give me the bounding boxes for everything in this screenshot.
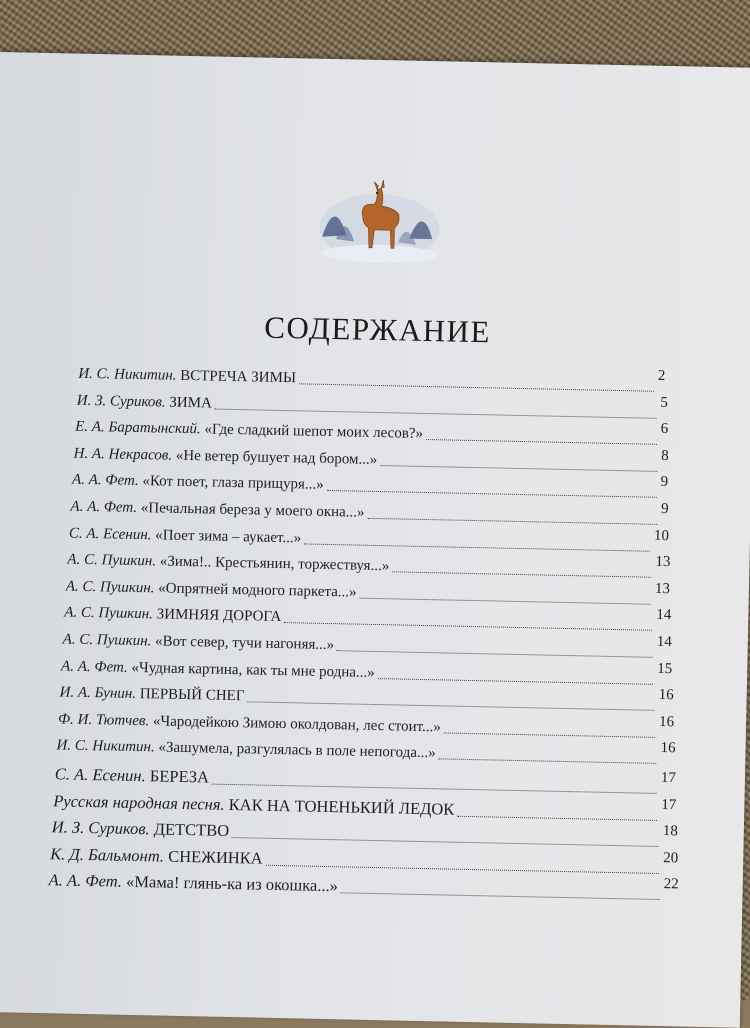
toc-page-number: 2 <box>657 367 666 385</box>
toc-page-number: 10 <box>653 527 670 544</box>
toc-page-number: 14 <box>656 633 672 651</box>
toc-entry <box>64 605 671 635</box>
toc-title: СНЕЖИНКА <box>167 846 263 868</box>
toc-leader-dots <box>426 438 657 445</box>
toc-leader-dots <box>378 677 653 685</box>
toc-title: «Чародейкою Зимою околдован, лес стоит...» <box>152 713 441 736</box>
toc-page-number: 18 <box>662 823 678 840</box>
toc-page-number: 20 <box>663 849 679 867</box>
toc-page-number: 16 <box>658 713 675 731</box>
toc-title: ДЕТСТВО <box>153 819 230 841</box>
toc-leader-dots <box>215 407 656 418</box>
toc-leader-dots <box>337 649 653 658</box>
toc-author: И. З. Суриков. <box>76 392 166 411</box>
toc-entry <box>61 658 672 688</box>
toc-leader-dots <box>457 814 657 820</box>
toc-author: А. А. Фет. <box>60 658 128 676</box>
toc-leader-dots <box>380 464 657 472</box>
toc-leader-dots <box>266 864 659 874</box>
toc-page-number: 8 <box>661 447 669 464</box>
toc-page-number: 9 <box>660 474 669 491</box>
toc-page-number: 13 <box>655 554 671 571</box>
toc-entry <box>77 392 668 421</box>
toc-entry <box>69 525 669 555</box>
toc-leader-dots <box>284 621 652 631</box>
toc-author: И. З. Суриков. <box>51 817 150 839</box>
toc-author: И. А. Бунин. <box>59 684 137 703</box>
table-of-contents <box>0 52 750 1028</box>
toc-author: Русская народная песня. <box>53 790 225 814</box>
toc-entry <box>48 871 678 904</box>
toc-author: А. А. Фет. <box>71 471 139 490</box>
toc-author: Ф. И. Тютчев. <box>57 711 150 730</box>
toc-title: КАК НА ТОНЕНЬКИЙ ЛЕДОК <box>228 794 455 819</box>
toc-author: А. С. Пушкин. <box>64 604 154 623</box>
toc-page-number: 9 <box>660 500 669 518</box>
toc-title: БЕРЕЗА <box>149 766 210 787</box>
toc-title: «Не ветер бушует над бором...» <box>175 447 378 468</box>
toc-author: К. Д. Бальмонт. <box>50 844 165 866</box>
toc-author: А. С. Пушкин. <box>62 631 152 650</box>
toc-entry <box>72 472 668 501</box>
toc-leader-dots <box>360 596 651 604</box>
toc-page-number: 17 <box>661 796 677 813</box>
toc-page-number: 15 <box>657 660 673 677</box>
toc-author: Н. А. Некрасов. <box>73 445 173 464</box>
toc-author: Е. А. Баратынский. <box>74 418 201 438</box>
toc-title: «Поет зима – аукает...» <box>155 526 302 547</box>
toc-title: ЗИМНЯЯ ДОРОГА <box>156 606 282 626</box>
toc-page-number: 16 <box>660 740 676 757</box>
toc-author: И. С. Никитин. <box>78 365 177 384</box>
toc-author: А. С. Пушкин. <box>65 578 155 597</box>
toc-page-number: 14 <box>656 607 672 624</box>
toc-page-number: 22 <box>663 876 679 893</box>
toc-entry <box>70 499 668 529</box>
toc-title: «Чудная картина, как ты мне родна...» <box>131 659 375 681</box>
toc-page-number: 6 <box>660 421 669 438</box>
toc-leader-dots <box>341 892 660 901</box>
toc-title: «Зима!.. Крестьянин, торжествуя...» <box>159 553 390 575</box>
toc-entry <box>78 366 665 395</box>
toc-leader-dots <box>247 701 654 712</box>
page-title: СОДЕРЖАНИЕ <box>263 309 492 350</box>
toc-page-number: 17 <box>660 770 677 787</box>
toc-title: «Вот север, тучи нагоняя...» <box>154 633 335 654</box>
toc-author: С. А. Есенин. <box>54 764 146 786</box>
toc-entry <box>63 631 672 661</box>
toc-leader-dots <box>304 542 650 551</box>
toc-title: ВСТРЕЧА ЗИМЫ <box>180 367 297 387</box>
toc-title: «Зашумела, разгулялась в поле непогода...» <box>158 739 436 762</box>
toc-title: «Печальная береза у моего окна...» <box>140 500 365 521</box>
toc-leader-dots <box>299 382 654 391</box>
toc-page-number: 5 <box>660 394 668 411</box>
toc-leader-dots <box>444 731 655 737</box>
toc-author: С. А. Есенин. <box>68 525 152 543</box>
toc-leader-dots <box>439 758 657 765</box>
toc-leader-dots <box>212 783 657 794</box>
toc-title: «Опрятней модного паркета...» <box>158 580 357 601</box>
toc-author: А. А. Фет. <box>48 870 123 892</box>
toc-author: А. А. Фет. <box>70 498 138 516</box>
toc-title: «Где сладкий шепот моих лесов?» <box>204 421 424 443</box>
toc-leader-dots <box>367 517 656 525</box>
toc-entry <box>56 738 675 768</box>
toc-title: ПЕРВЫЙ СНЕГ <box>139 686 245 705</box>
book-page <box>0 52 750 1028</box>
toc-author: И. С. Никитин. <box>56 737 155 756</box>
toc-page-number: 16 <box>658 687 674 704</box>
toc-page-number: 13 <box>654 580 671 597</box>
toc-entry <box>66 578 670 608</box>
toc-leader-dots <box>327 489 657 498</box>
toc-entry <box>59 685 673 715</box>
toc-leader-dots <box>392 571 651 578</box>
toc-entry <box>75 419 668 448</box>
toc-leader-dots <box>232 836 659 847</box>
toc-author: А. С. Пушкин. <box>67 551 157 570</box>
toc-title: «Мама! глянь-ка из окошка...» <box>125 872 339 896</box>
toc-entry <box>67 552 670 582</box>
toc-title: ЗИМА <box>169 394 213 412</box>
toc-entry <box>58 711 674 741</box>
toc-entry <box>73 445 668 474</box>
toc-title: «Кот поет, глаза прищуря...» <box>142 473 324 494</box>
